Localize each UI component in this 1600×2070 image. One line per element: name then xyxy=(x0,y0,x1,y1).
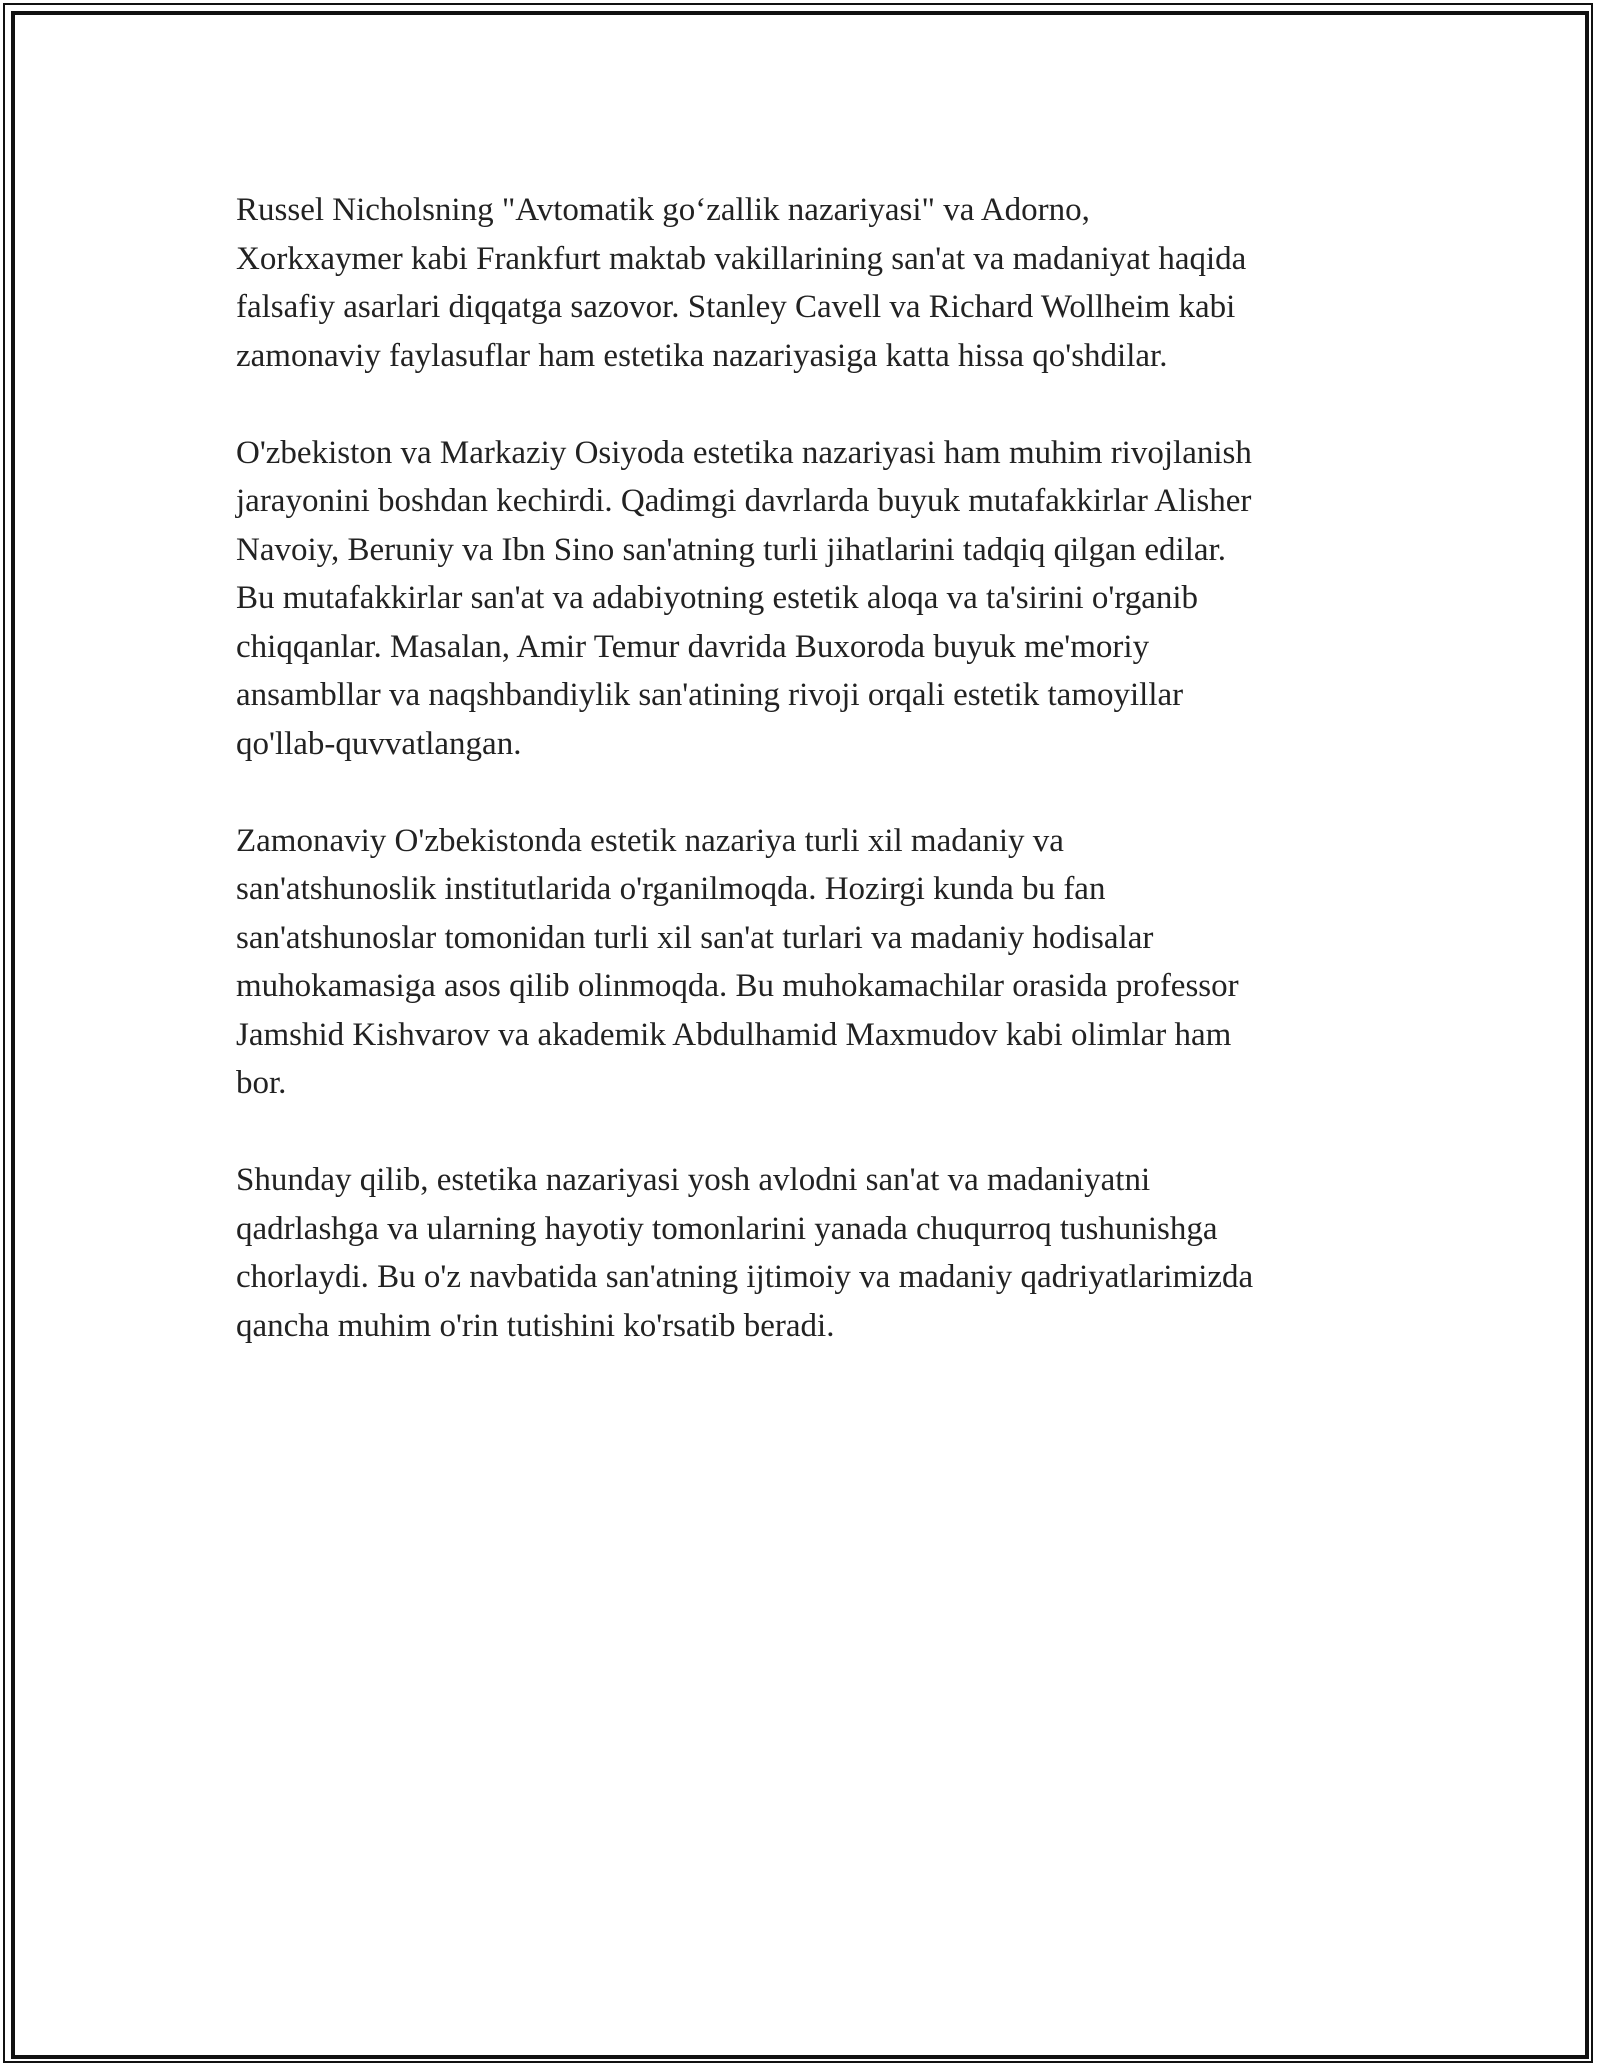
text-line: zamonaviy faylasuflar ham estetika nazariyasiga katta hissa qo'shdilar. xyxy=(236,337,1168,374)
text-line: Bu mutafakkirlar san'at va adabiyotning estetik aloqa va ta'sirini o'rganib xyxy=(236,580,1199,616)
text-line: Xorkxaymer kabi Frankfurt maktab vakillarining san'at va madaniyat haqida xyxy=(236,240,1247,277)
text-line: bor. xyxy=(236,1065,287,1101)
text-line: chorlaydi. Bu o'z navbatida san'atning ijtimoiy va madaniy qadriyatlarimizda xyxy=(236,1259,1254,1295)
document-body xyxy=(236,186,1386,1399)
text-line: san'atshunoslar tomonidan turli xil san'at turlari va madaniy hodisalar xyxy=(236,919,1154,956)
text-line: qo'llab-quvvatlangan. xyxy=(236,725,522,762)
text-line: qadrlashga va ularning hayotiy tomonlarini yanada chuqurroq tushunishga xyxy=(236,1210,1218,1247)
text-line: chiqqanlar. Masalan, Amir Temur davrida Buxoroda buyuk me'moriy xyxy=(236,628,1150,665)
paragraph-2 xyxy=(236,429,1386,769)
paragraph-1 xyxy=(236,186,1386,380)
paragraph-4 xyxy=(236,1156,1386,1350)
text-line: Navoiy, Beruniy va Ibn Sino san'atning turli jihatlarini tadqiq qilgan edilar. xyxy=(236,531,1226,568)
text-line: O'zbekiston va Markaziy Osiyoda estetika nazariyasi ham muhim rivojlanish xyxy=(236,434,1252,471)
text-line: jarayonini boshdan kechirdi. Qadimgi davrlarda buyuk mutafakkirlar Alisher xyxy=(236,483,1252,519)
text-line: Jamshid Kishvarov va akademik Abdulhamid Maxmudov kabi olimlar ham xyxy=(236,1016,1232,1053)
text-line: muhokamasiga asos qilib olinmoqda. Bu muhokamachilar orasida professor xyxy=(236,968,1239,1004)
text-line: san'atshunoslik institutlarida o'rganilmoqda. Hozirgi kunda bu fan xyxy=(236,871,1106,907)
text-line: ansambllar va naqshbandiylik san'atining rivoji orqali estetik tamoyillar xyxy=(236,677,1184,713)
text-line: Russel Nicholsning "Avtomatik go‘zallik nazariyasi" va Adorno, xyxy=(236,192,1090,228)
paragraph-3 xyxy=(236,817,1386,1108)
text-line: qancha muhim o'rin tutishini ko'rsatib beradi. xyxy=(236,1307,835,1344)
text-line: Zamonaviy O'zbekistonda estetik nazariya turli xil madaniy va xyxy=(236,822,1064,859)
text-line: Shunday qilib, estetika nazariyasi yosh avlodni san'at va madaniyatni xyxy=(236,1162,1151,1198)
text-line: falsafiy asarlari diqqatga sazovor. Stanley Cavell va Richard Wollheim kabi xyxy=(236,289,1236,325)
